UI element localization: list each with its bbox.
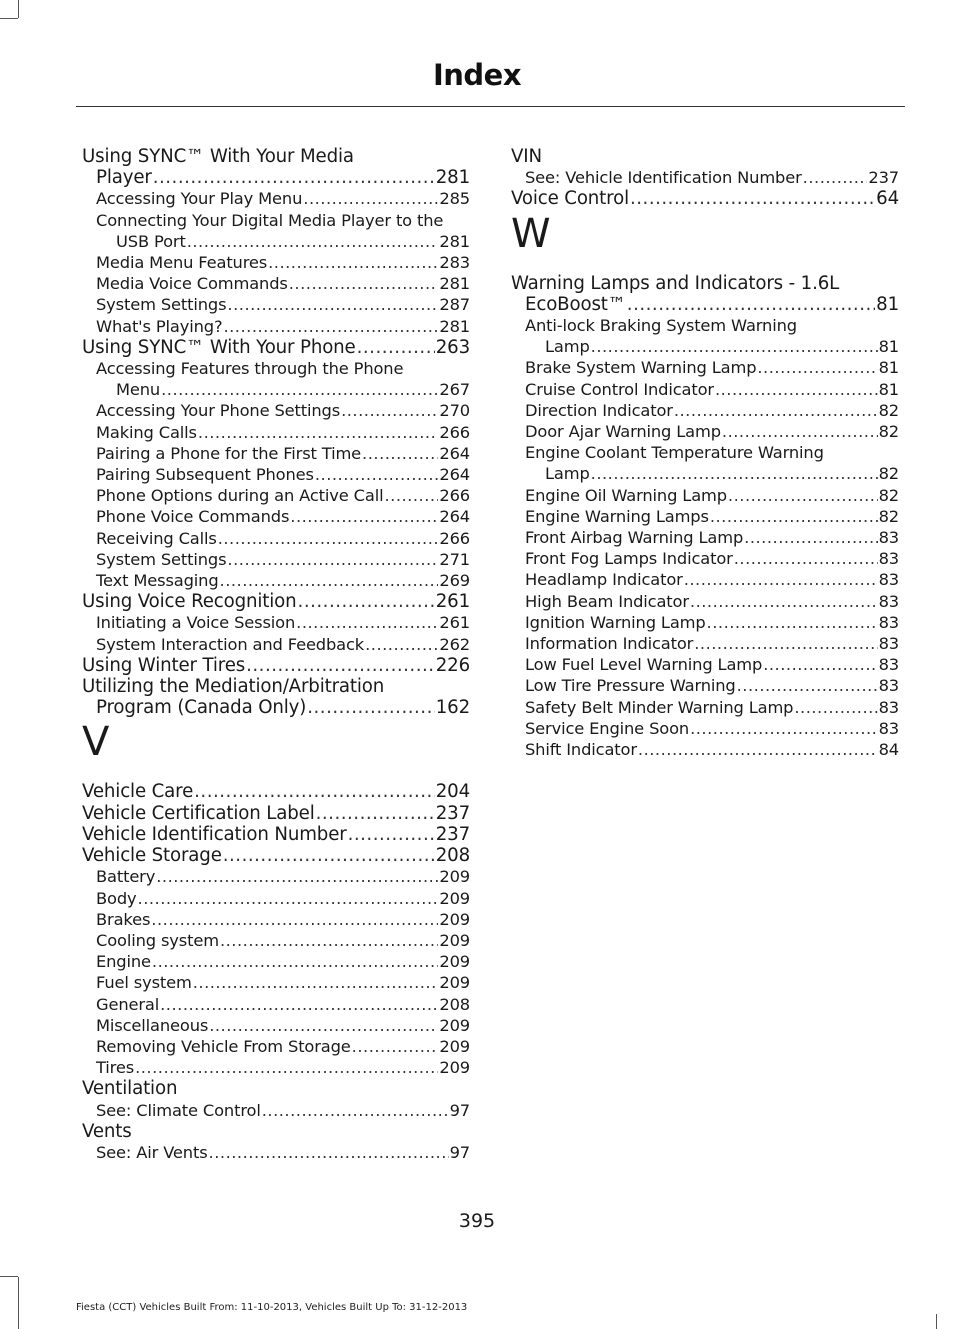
- leader-dots: [262, 1100, 449, 1121]
- page-ref: 82: [878, 422, 899, 442]
- page-ref: 81: [878, 337, 899, 357]
- page-ref: 209: [439, 1058, 470, 1078]
- page-ref: 283: [439, 253, 470, 273]
- entry-label: Player: [96, 167, 152, 189]
- leader-dots: [630, 188, 875, 209]
- leader-dots: [362, 443, 438, 464]
- leader-dots: [365, 634, 438, 655]
- leader-dots: [223, 845, 435, 866]
- index-column-left: [82, 146, 470, 1163]
- leader-dots: [220, 570, 439, 591]
- page-ref: 83: [878, 634, 899, 654]
- page-ref: 162: [435, 697, 470, 719]
- leader-dots: [341, 400, 438, 421]
- index-entry-main: Using SYNC™ With Your Media: [82, 146, 354, 167]
- index-entry-main[interactable]: [82, 591, 470, 612]
- entry-label: EcoBoost™: [525, 293, 626, 315]
- leader-dots: [794, 697, 877, 718]
- leader-dots: [187, 231, 439, 252]
- leader-dots: [307, 697, 435, 718]
- page-ref: 97: [449, 1142, 470, 1162]
- entry-label: Front Fog Lamps Indicator: [525, 549, 733, 569]
- leader-dots: [348, 824, 435, 845]
- index-entry-sub[interactable]: [82, 316, 470, 337]
- title-divider: [76, 106, 905, 107]
- entry-label: Using Winter Tires: [82, 654, 246, 676]
- section-letter-v: V: [82, 719, 110, 766]
- leader-dots: [290, 506, 438, 527]
- index-entry-main[interactable]: [82, 655, 470, 676]
- leader-dots: [694, 633, 877, 654]
- entry-label: Battery: [96, 867, 156, 887]
- entry-label: Tires: [96, 1058, 135, 1078]
- index-entry-sub[interactable]: [82, 252, 470, 273]
- index-entry-sub[interactable]: [511, 654, 899, 675]
- page-ref: 83: [878, 528, 899, 548]
- leader-dots: [296, 612, 438, 633]
- index-entry-sub[interactable]: [511, 400, 899, 421]
- leader-dots: [638, 739, 878, 760]
- page-ref: 237: [435, 823, 470, 845]
- entry-label: Low Fuel Level Warning Lamp: [525, 655, 763, 675]
- index-entry-sub[interactable]: [82, 1057, 470, 1078]
- index-entry-main: Warning Lamps and Indicators - 1.6L: [511, 272, 840, 294]
- index-entry-sub[interactable]: [82, 443, 470, 464]
- leader-dots: [734, 548, 878, 569]
- entry-label: Vehicle Certification Label: [82, 802, 315, 824]
- index-entry-sub[interactable]: [82, 273, 470, 294]
- entry-label: Door Ajar Warning Lamp: [525, 422, 721, 442]
- crop-mark: [0, 1276, 18, 1277]
- index-entry-sub[interactable]: [82, 951, 470, 972]
- entry-label: Body: [96, 888, 137, 908]
- crop-mark: [18, 1277, 19, 1329]
- leader-dots: [227, 549, 438, 570]
- page-ref: 281: [439, 316, 470, 336]
- entry-label: Making Calls: [96, 422, 197, 442]
- index-entry-sub[interactable]: [82, 570, 470, 591]
- leader-dots: [156, 866, 438, 887]
- index-entry-sub[interactable]: [511, 463, 899, 484]
- page-ref: 82: [878, 464, 899, 484]
- page-ref: 83: [878, 591, 899, 611]
- leader-dots: [384, 485, 438, 506]
- page-ref: 285: [439, 189, 470, 209]
- index-entry-sub[interactable]: [82, 464, 470, 485]
- page-ref: 84: [878, 740, 899, 760]
- index-entry-sub[interactable]: [82, 1142, 470, 1163]
- index-entry-main[interactable]: [82, 824, 470, 845]
- index-entry-main[interactable]: [511, 188, 899, 209]
- index-entry-sub[interactable]: [82, 485, 470, 506]
- entry-label: Information Indicator: [525, 634, 694, 654]
- index-entry-sub[interactable]: [511, 612, 899, 633]
- crop-mark: [936, 1314, 937, 1329]
- crop-mark: [0, 18, 18, 19]
- leader-dots: [591, 336, 878, 357]
- index-entry-main[interactable]: [82, 697, 470, 718]
- page-ref: 264: [439, 443, 470, 463]
- leader-dots: [160, 994, 438, 1015]
- leader-dots: [674, 400, 878, 421]
- page-ref: 209: [439, 1015, 470, 1035]
- index-entry-sub[interactable]: [82, 866, 470, 887]
- entry-label: See: Vehicle Identification Number: [525, 168, 802, 188]
- page-ref: 64: [876, 188, 899, 210]
- page-ref: 281: [435, 167, 470, 189]
- page-ref: 83: [878, 612, 899, 632]
- index-column-right: [511, 146, 899, 760]
- index-entry-sub[interactable]: [82, 930, 470, 951]
- index-entry-sub[interactable]: [82, 994, 470, 1015]
- leader-dots: [194, 781, 435, 802]
- page-ref: 209: [439, 973, 470, 993]
- entry-label: Vehicle Identification Number: [82, 823, 347, 845]
- entry-label: Program (Canada Only): [96, 697, 307, 719]
- page-ref: 267: [439, 380, 470, 400]
- entry-label: Lamp: [545, 464, 590, 484]
- footer-text: Fiesta (CCT) Vehicles Built From: 11-10-2013, Vehicles Built Up To: 31-12-2013: [76, 1302, 468, 1313]
- entry-label: Cruise Control Indicator: [525, 379, 714, 399]
- leader-dots: [220, 930, 438, 951]
- page-ref: 281: [439, 274, 470, 294]
- entry-label: Vehicle Care: [82, 781, 194, 803]
- index-entry-sub[interactable]: [82, 972, 470, 993]
- leader-dots: [690, 718, 878, 739]
- index-entry-sub[interactable]: [511, 527, 899, 548]
- page-ref: 262: [439, 634, 470, 654]
- entry-label: Pairing Subsequent Phones: [96, 465, 314, 485]
- entry-label: Vehicle Storage: [82, 845, 222, 867]
- leader-dots: [710, 506, 878, 527]
- index-entry-main: Ventilation: [82, 1078, 178, 1100]
- index-entry-sub[interactable]: [82, 379, 470, 400]
- index-entry-sub: Anti-lock Braking System Warning: [525, 316, 797, 336]
- page-ref: 81: [878, 358, 899, 378]
- leader-dots: [161, 379, 438, 400]
- entry-label: General: [96, 994, 160, 1014]
- index-entry-sub[interactable]: [82, 231, 470, 252]
- page-ref: 264: [439, 507, 470, 527]
- index-entry-sub[interactable]: [511, 379, 899, 400]
- entry-label: Brake System Warning Lamp: [525, 358, 757, 378]
- entry-label: Cooling system: [96, 930, 219, 950]
- index-entry-main[interactable]: [82, 803, 470, 824]
- index-entry-sub[interactable]: [82, 549, 470, 570]
- entry-label: Voice Control: [511, 188, 629, 210]
- leader-dots: [722, 421, 878, 442]
- leader-dots: [352, 1036, 439, 1057]
- entry-label: Phone Options during an Active Call: [96, 486, 384, 506]
- index-entry-sub[interactable]: [82, 888, 470, 909]
- entry-label: Media Menu Features: [96, 253, 268, 273]
- page-ref: 81: [876, 293, 899, 315]
- page-ref: 263: [435, 336, 470, 358]
- index-entry-sub[interactable]: [82, 400, 470, 421]
- index-entry-sub[interactable]: [511, 167, 899, 188]
- page-ref: 82: [878, 485, 899, 505]
- page-ref: 226: [435, 654, 470, 676]
- leader-dots: [289, 273, 439, 294]
- page-ref: 83: [878, 718, 899, 738]
- leader-dots: [737, 675, 878, 696]
- index-entry-sub[interactable]: [511, 675, 899, 696]
- page-ref: 81: [878, 379, 899, 399]
- index-entry-sub[interactable]: [82, 909, 470, 930]
- page-ref: 209: [439, 952, 470, 972]
- index-entry-sub[interactable]: [82, 294, 470, 315]
- leader-dots: [690, 591, 878, 612]
- leader-dots: [209, 1142, 449, 1163]
- leader-dots: [591, 463, 878, 484]
- index-entry-sub[interactable]: [511, 421, 899, 442]
- entry-label: Direction Indicator: [525, 400, 673, 420]
- crop-mark: [18, 0, 19, 18]
- index-entry-sub[interactable]: [82, 506, 470, 527]
- leader-dots: [227, 294, 438, 315]
- page-ref: 264: [439, 465, 470, 485]
- index-entry-main: Vents: [82, 1120, 132, 1142]
- index-entry-sub[interactable]: [82, 634, 470, 655]
- entry-label: Miscellaneous: [96, 1015, 209, 1035]
- entry-label: Removing Vehicle From Storage: [96, 1036, 351, 1056]
- index-entry-main[interactable]: [82, 337, 470, 358]
- index-entry-sub[interactable]: [511, 548, 899, 569]
- page-ref: 287: [439, 295, 470, 315]
- index-entry-sub[interactable]: [511, 718, 899, 739]
- page-ref: 82: [878, 400, 899, 420]
- leader-dots: [357, 337, 435, 358]
- index-entry-sub[interactable]: [511, 569, 899, 590]
- leader-dots: [138, 888, 439, 909]
- leader-dots: [763, 654, 877, 675]
- index-entry-sub: Accessing Features through the Phone: [96, 359, 404, 379]
- page-ref: 82: [878, 506, 899, 526]
- leader-dots: [316, 803, 435, 824]
- leader-dots: [218, 528, 439, 549]
- entry-label: Safety Belt Minder Warning Lamp: [525, 697, 794, 717]
- entry-label: See: Climate Control: [96, 1100, 261, 1120]
- entry-label: Service Engine Soon: [525, 718, 690, 738]
- page-ref: 209: [439, 1036, 470, 1056]
- index-entry-sub[interactable]: [511, 633, 899, 654]
- entry-label: High Beam Indicator: [525, 591, 689, 611]
- index-entry-sub[interactable]: [82, 1100, 470, 1121]
- entry-label: Ignition Warning Lamp: [525, 612, 706, 632]
- leader-dots: [684, 569, 878, 590]
- page-ref: 209: [439, 909, 470, 929]
- index-entry-sub: Connecting Your Digital Media Player to the: [96, 210, 444, 230]
- leader-dots: [193, 972, 439, 993]
- page-ref: 261: [439, 613, 470, 633]
- leader-dots: [715, 379, 878, 400]
- entry-label: What's Playing?: [96, 316, 223, 336]
- page-ref: 270: [439, 401, 470, 421]
- entry-label: See: Air Vents: [96, 1142, 208, 1162]
- page-number: 395: [458, 1210, 496, 1232]
- entry-label: Lamp: [545, 337, 590, 357]
- page-ref: 209: [439, 867, 470, 887]
- leader-dots: [135, 1057, 438, 1078]
- leader-dots: [627, 294, 875, 315]
- index-entry-sub[interactable]: [82, 422, 470, 443]
- leader-dots: [315, 464, 439, 485]
- page-ref: 271: [439, 549, 470, 569]
- entry-label: Fuel system: [96, 973, 192, 993]
- page-ref: 83: [878, 676, 899, 696]
- index-entry-main[interactable]: [82, 845, 470, 866]
- entry-label: System Settings: [96, 549, 227, 569]
- entry-label: Headlamp Indicator: [525, 570, 683, 590]
- index-entry-main[interactable]: [82, 167, 470, 188]
- entry-label: Media Voice Commands: [96, 274, 288, 294]
- entry-label: Accessing Your Play Menu: [96, 189, 303, 209]
- entry-label: Using SYNC™ With Your Phone: [82, 336, 356, 358]
- leader-dots: [728, 485, 878, 506]
- page-ref: 237: [435, 802, 470, 824]
- page-ref: 83: [878, 697, 899, 717]
- page-ref: 209: [439, 930, 470, 950]
- page-ref: 237: [868, 168, 899, 188]
- leader-dots: [223, 316, 438, 337]
- index-entry-sub[interactable]: [82, 188, 470, 209]
- entry-label: Initiating a Voice Session: [96, 613, 296, 633]
- leader-dots: [151, 909, 438, 930]
- leader-dots: [246, 655, 435, 676]
- index-entry-sub[interactable]: [511, 485, 899, 506]
- index-entry-sub[interactable]: [511, 357, 899, 378]
- leader-dots: [803, 167, 868, 188]
- leader-dots: [707, 612, 878, 633]
- index-entry-sub[interactable]: [511, 506, 899, 527]
- leader-dots: [209, 1015, 438, 1036]
- entry-label: Low Tire Pressure Warning: [525, 676, 736, 696]
- leader-dots: [152, 951, 438, 972]
- index-entry-sub[interactable]: [511, 591, 899, 612]
- page-ref: 208: [435, 845, 470, 867]
- page-ref: 209: [439, 888, 470, 908]
- leader-dots: [744, 527, 877, 548]
- index-entry-sub[interactable]: [511, 697, 899, 718]
- entry-label: Text Messaging: [96, 571, 219, 591]
- page-ref: 261: [435, 591, 470, 613]
- entry-label: Menu: [116, 380, 161, 400]
- entry-label: Pairing a Phone for the First Time: [96, 443, 362, 463]
- entry-label: Receiving Calls: [96, 528, 217, 548]
- leader-dots: [268, 252, 438, 273]
- page-ref: 266: [439, 422, 470, 442]
- entry-label: Engine: [96, 952, 151, 972]
- index-entry-main[interactable]: [82, 781, 470, 802]
- index-entry-sub[interactable]: [82, 612, 470, 633]
- leader-dots: [298, 591, 435, 612]
- section-letter-w: W: [511, 210, 551, 257]
- page-ref: 269: [439, 571, 470, 591]
- page-ref: 83: [878, 655, 899, 675]
- entry-label: Accessing Your Phone Settings: [96, 401, 341, 421]
- page-ref: 97: [449, 1100, 470, 1120]
- index-entry-main[interactable]: [511, 294, 899, 315]
- page-ref: 208: [439, 994, 470, 1014]
- page-ref: 83: [878, 549, 899, 569]
- leader-dots: [303, 188, 438, 209]
- entry-label: Shift Indicator: [525, 740, 637, 760]
- index-entry-sub[interactable]: [511, 739, 899, 760]
- leader-dots: [198, 422, 438, 443]
- page-title: Index: [432, 58, 522, 92]
- index-entry-sub: Engine Coolant Temperature Warning: [525, 443, 824, 463]
- index-entry-main: VIN: [511, 146, 542, 167]
- index-entry-sub[interactable]: [82, 528, 470, 549]
- page-ref: 266: [439, 528, 470, 548]
- index-entry-sub[interactable]: [82, 1015, 470, 1036]
- entry-label: System Interaction and Feedback: [96, 634, 365, 654]
- entry-label: Engine Oil Warning Lamp: [525, 485, 727, 505]
- entry-label: System Settings: [96, 295, 227, 315]
- entry-label: Using Voice Recognition: [82, 591, 297, 613]
- page-ref: 266: [439, 486, 470, 506]
- entry-label: Brakes: [96, 909, 151, 929]
- entry-label: Engine Warning Lamps: [525, 506, 709, 526]
- entry-label: Front Airbag Warning Lamp: [525, 528, 744, 548]
- page-ref: 83: [878, 570, 899, 590]
- page-ref: 281: [439, 231, 470, 251]
- entry-label: USB Port: [116, 231, 186, 251]
- entry-label: Phone Voice Commands: [96, 507, 290, 527]
- index-entry-main: Utilizing the Mediation/Arbitration: [82, 676, 385, 698]
- index-entry-sub[interactable]: [82, 1036, 470, 1057]
- index-entry-sub[interactable]: [511, 336, 899, 357]
- leader-dots: [757, 357, 877, 378]
- page-ref: 204: [435, 781, 470, 803]
- leader-dots: [153, 167, 435, 188]
